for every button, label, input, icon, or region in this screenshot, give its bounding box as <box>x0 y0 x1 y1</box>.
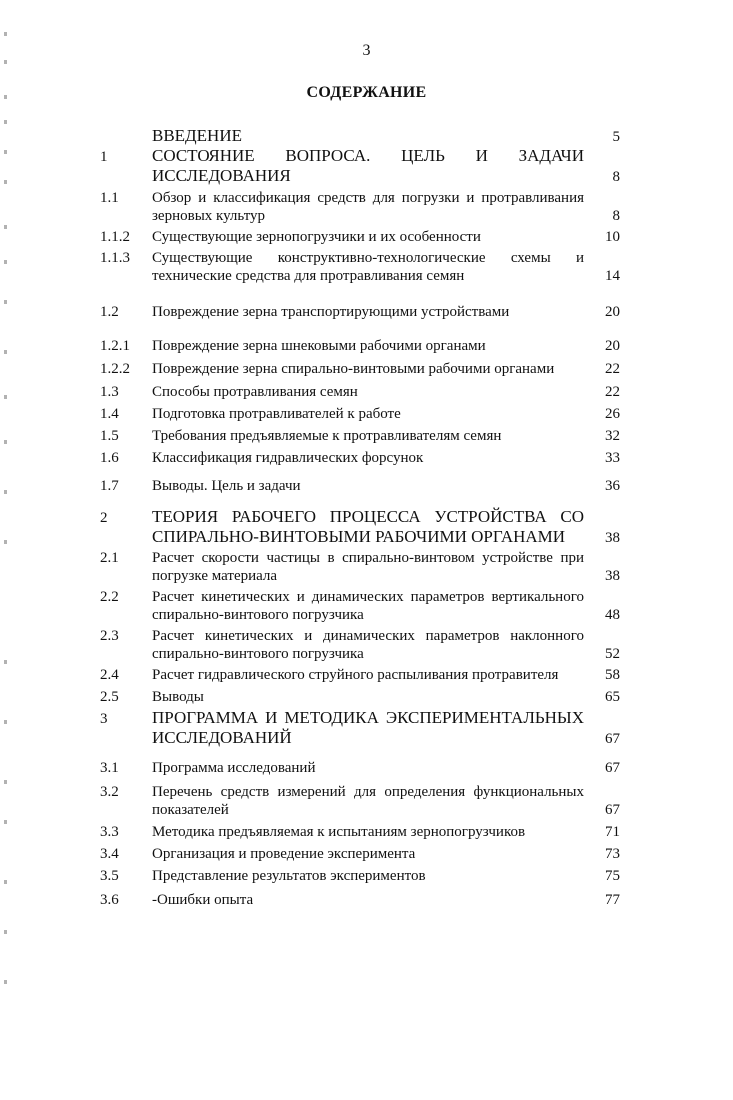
toc-entry-number: 1.2.1 <box>100 338 130 354</box>
toc-entry <box>100 688 620 706</box>
toc-entry-page: 26 <box>605 406 620 422</box>
toc-entry <box>100 126 620 146</box>
scan-artifact <box>4 980 7 984</box>
toc-entry-title: Способы протравливания семян <box>152 384 358 400</box>
toc-entry <box>100 759 620 777</box>
scan-artifact <box>4 660 7 664</box>
scan-artifact <box>4 180 7 184</box>
toc-entry <box>100 228 620 246</box>
table-of-contents <box>100 126 620 909</box>
toc-entry-page: 8 <box>612 208 620 224</box>
toc-entry-title: Перечень средств измерений для определения функциональных показателей <box>152 784 584 818</box>
toc-entry-page: 5 <box>612 129 620 145</box>
scan-artifact <box>4 780 7 784</box>
toc-entry-number: 2.5 <box>100 689 119 705</box>
scan-artifact <box>4 820 7 824</box>
toc-entry <box>100 303 620 321</box>
scan-artifact <box>4 260 7 264</box>
toc-entry-title: Расчет кинетических и динамических параметров наклонного спирально-винтового погрузчика <box>152 628 584 662</box>
scan-artifact <box>4 120 7 124</box>
scan-artifact <box>4 395 7 399</box>
toc-entry-title: Выводы. Цель и задачи <box>152 478 301 494</box>
toc-entry-title: Обзор и классификация средств для погрузки и протравливания зерновых культур <box>152 190 584 224</box>
scan-artifact <box>4 225 7 229</box>
toc-entry-page: 10 <box>605 229 620 245</box>
scan-artifact <box>4 32 7 36</box>
toc-entry <box>100 845 620 863</box>
toc-entry <box>100 146 620 186</box>
toc-entry-page: 52 <box>605 646 620 662</box>
scan-artifact <box>4 540 7 544</box>
toc-entry-number: 2.4 <box>100 667 119 683</box>
toc-entry-title: Представление результатов экспериментов <box>152 868 426 884</box>
toc-entry <box>100 588 620 624</box>
toc-entry-page: 67 <box>605 802 620 818</box>
toc-entry-page: 32 <box>605 428 620 444</box>
margin-marks <box>4 20 12 1010</box>
toc-entry-page: 58 <box>605 667 620 683</box>
toc-entry <box>100 549 620 585</box>
toc-entry-number: 3.6 <box>100 892 119 908</box>
toc-entry-title: ПРОГРАММА И МЕТОДИКА ЭКСПЕРИМЕНТАЛЬНЫХ ИССЛЕДОВАНИЙ <box>152 708 584 747</box>
toc-entry-title: Методика предъявляемая к испытаниям зернопогрузчиков <box>152 824 526 840</box>
toc-entry <box>100 507 620 547</box>
toc-entry-title: Расчет гидравлического струйного распыливания протравителя <box>152 667 559 683</box>
toc-entry-title: Требования предъявляемые к протравливателям семян <box>152 428 502 444</box>
toc-entry-page: 36 <box>605 478 620 494</box>
toc-entry-number: 3.1 <box>100 760 119 776</box>
toc-entry <box>100 783 620 819</box>
scan-artifact <box>4 720 7 724</box>
toc-entry-page: 22 <box>605 361 620 377</box>
toc-entry-number: 2.2 <box>100 589 119 605</box>
toc-entry-page: 48 <box>605 607 620 623</box>
toc-entry-title: Расчет кинетических и динамических параметров вертикального спирально-винтового погрузчика <box>152 589 584 623</box>
toc-entry-title: Повреждение зерна шнековыми рабочими органами <box>152 338 486 354</box>
toc-entry-page: 38 <box>605 530 620 546</box>
toc-entry-number: 2.3 <box>100 628 119 644</box>
toc-entry <box>100 189 620 225</box>
toc-entry-title: Повреждение зерна спирально-винтовыми рабочими органами <box>152 361 555 377</box>
toc-entry-page: 75 <box>605 868 620 884</box>
toc-entry-number: 1.4 <box>100 406 119 422</box>
toc-entry-title: Организация и проведение эксперимента <box>152 846 416 862</box>
toc-entry-number: 3 <box>100 711 108 727</box>
toc-entry-number: 1.6 <box>100 450 119 466</box>
scan-artifact <box>4 880 7 884</box>
scan-artifact <box>4 490 7 494</box>
toc-entry-title: Выводы <box>152 689 204 705</box>
toc-entry <box>100 627 620 663</box>
toc-entry-number: 2.1 <box>100 550 119 566</box>
toc-entry <box>100 823 620 841</box>
toc-entry-number: 1.5 <box>100 428 119 444</box>
toc-entry <box>100 867 620 885</box>
toc-entry-title: Расчет скорости частицы в спирально-винтовом устройстве при погрузке материала <box>152 550 584 584</box>
toc-entry-number: 3.5 <box>100 868 119 884</box>
toc-entry-page: 20 <box>605 338 620 354</box>
toc-entry <box>100 666 620 684</box>
toc-entry <box>100 383 620 401</box>
scan-artifact <box>4 350 7 354</box>
toc-entry-title: СОСТОЯНИЕ ВОПРОСА. ЦЕЛЬ И ЗАДАЧИ ИССЛЕДОВАНИЯ <box>152 146 584 185</box>
scan-artifact <box>4 440 7 444</box>
toc-entry-page: 22 <box>605 384 620 400</box>
toc-entry-page: 20 <box>605 304 620 320</box>
toc-entry-number: 2 <box>100 510 108 526</box>
toc-entry <box>100 360 620 378</box>
toc-entry-page: 67 <box>605 731 620 747</box>
toc-entry-title: Подготовка протравливателей к работе <box>152 406 401 422</box>
toc-entry <box>100 449 620 467</box>
toc-entry-page: 73 <box>605 846 620 862</box>
toc-entry-number: 1.2 <box>100 304 119 320</box>
scan-artifact <box>4 150 7 154</box>
toc-entry-number: 1.3 <box>100 384 119 400</box>
toc-entry-title: ТЕОРИЯ РАБОЧЕГО ПРОЦЕССА УСТРОЙСТВА СО СПИРАЛЬНО-ВИНТОВЫМИ РАБОЧИМИ ОРГАНАМИ <box>152 507 584 546</box>
toc-entry <box>100 337 620 355</box>
page-title: СОДЕРЖАНИЕ <box>306 84 427 101</box>
toc-entry-title: Программа исследований <box>152 760 316 776</box>
toc-entry-number: 1.7 <box>100 478 119 494</box>
toc-entry-number: 3.4 <box>100 846 119 862</box>
toc-entry-page: 8 <box>612 169 620 185</box>
toc-entry-title: -Ошибки опыта <box>152 892 254 908</box>
toc-entry-number: 3.2 <box>100 784 119 800</box>
toc-entry-number: 1 <box>100 149 108 165</box>
toc-entry-page: 77 <box>605 892 620 908</box>
toc-entry-number: 1.1.3 <box>100 250 130 266</box>
toc-entry <box>100 477 620 495</box>
scan-artifact <box>4 300 7 304</box>
toc-entry-title: Существующие зернопогрузчики и их особенности <box>152 229 481 245</box>
toc-entry-title: Существующие конструктивно-технологические схемы и технические средства для протравливания семян <box>152 250 584 284</box>
page-number: 3 <box>362 42 371 59</box>
toc-entry-page: 65 <box>605 689 620 705</box>
toc-entry-title: Классификация гидравлических форсунок <box>152 450 424 466</box>
toc-entry-number: 1.1 <box>100 190 119 206</box>
toc-entry-page: 38 <box>605 568 620 584</box>
toc-entry-page: 33 <box>605 450 620 466</box>
toc-entry-page: 67 <box>605 760 620 776</box>
toc-entry <box>100 708 620 748</box>
toc-entry <box>100 405 620 423</box>
toc-entry-number: 3.3 <box>100 824 119 840</box>
toc-entry-page: 14 <box>605 268 620 284</box>
toc-entry-title: Повреждение зерна транспортирующими устройствами <box>152 304 510 320</box>
scan-artifact <box>4 930 7 934</box>
toc-entry <box>100 891 620 909</box>
toc-entry <box>100 249 620 285</box>
toc-entry-number: 1.2.2 <box>100 361 130 377</box>
toc-entry <box>100 427 620 445</box>
toc-entry-page: 71 <box>605 824 620 840</box>
toc-entry-title: ВВЕДЕНИЕ <box>152 126 242 145</box>
toc-entry-number: 1.1.2 <box>100 229 130 245</box>
scan-artifact <box>4 60 7 64</box>
